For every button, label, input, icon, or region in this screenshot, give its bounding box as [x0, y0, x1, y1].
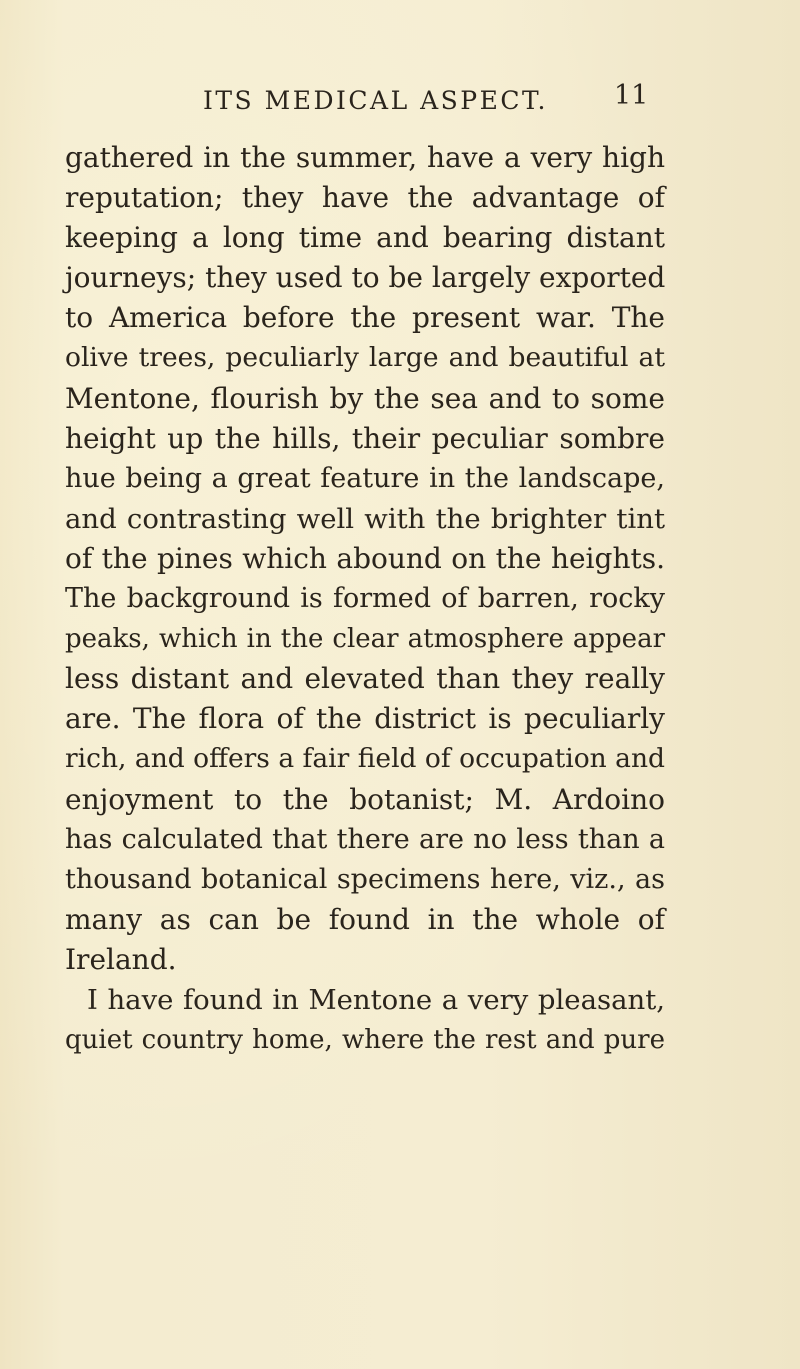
text-line: The background is formed of barren, rocky — [65, 583, 665, 615]
text-line: to America before the present war. The — [65, 301, 665, 335]
running-head — [0, 80, 800, 126]
text-line: enjoyment to the botanist; M. Ardoino — [65, 782, 665, 816]
page-number: 11 — [614, 80, 649, 111]
text-line: less distant and elevated than they really — [65, 662, 665, 696]
running-title: ITS MEDICAL ASPECT. — [203, 86, 548, 115]
text-line: has calculated that there are no less than a — [65, 823, 665, 855]
text-line: gathered in the summer, have a very high — [65, 141, 665, 174]
text-line: olive trees, peculiarly large and beautiful at — [65, 342, 665, 374]
text-line: rich, and offers a fair field of occupation and — [65, 743, 665, 775]
text-line: keeping a long time and bearing distant — [65, 221, 665, 255]
text-line: Ireland. — [65, 942, 177, 976]
text-line: journeys; they used to be largely exported — [65, 261, 666, 295]
text-line: peaks, which in the clear atmosphere appear — [65, 624, 665, 655]
paragraph-first-line: I have found in Mentone a very pleasant, — [87, 983, 665, 1016]
text-line: hue being a great feature in the landscape, — [65, 462, 665, 494]
text-line: reputation; they have the advantage of — [65, 181, 665, 215]
text-line: quiet country home, where the rest and pure — [65, 1025, 665, 1056]
text-line: of the pines which abound on the heights. — [65, 541, 665, 575]
text-line: Mentone, flourish by the sea and to some — [65, 381, 665, 415]
body-text — [65, 138, 665, 1060]
text-line: thousand botanical specimens here, viz., as — [65, 863, 665, 895]
text-line: are. The flora of the district is peculiarly — [65, 702, 665, 736]
text-line: height up the hills, their peculiar sombre — [65, 421, 665, 455]
text-line: and contrasting well with the brighter tint — [65, 502, 665, 535]
text-line: many as can be found in the whole of — [65, 902, 665, 936]
